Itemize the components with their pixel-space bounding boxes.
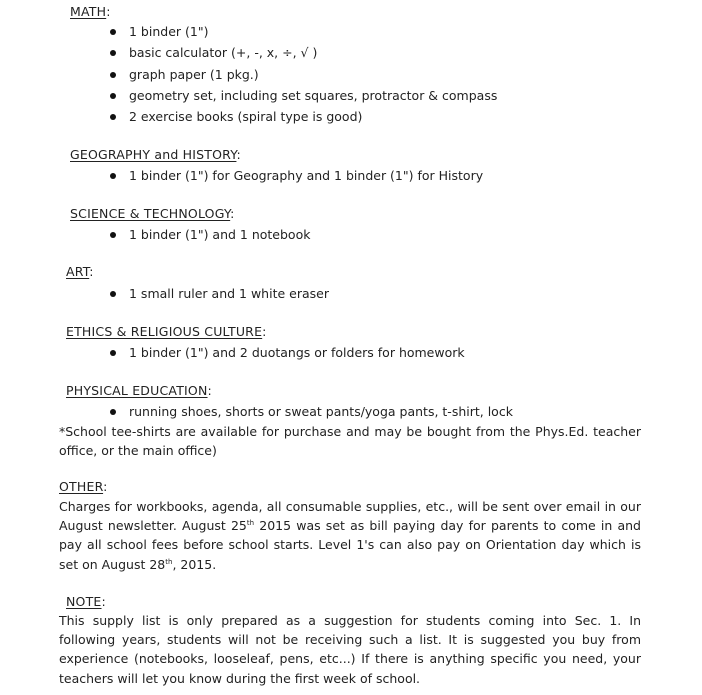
note-heading: NOTE: bbox=[66, 594, 106, 609]
note-line: office, or the main office) bbox=[59, 443, 217, 459]
other-paragraph bbox=[59, 497, 641, 574]
other-heading: OTHER: bbox=[59, 479, 108, 494]
list-item: 1 binder (1") for Geography and 1 binder (1") for History bbox=[129, 168, 483, 183]
bullet-icon bbox=[110, 114, 116, 120]
paragraph-line: set on August 28th, 2015. bbox=[59, 556, 217, 572]
bullet-icon bbox=[110, 409, 116, 415]
note-line: *School tee-shirts are available for purchase and may be bought from the Phys.Ed. teacher bbox=[59, 424, 641, 439]
list-item: basic calculator (+, -, x, ÷, √ ) bbox=[129, 45, 317, 60]
science-technology-heading: SCIENCE & TECHNOLOGY: bbox=[70, 206, 235, 221]
bullet-icon bbox=[110, 72, 116, 78]
bullet-icon bbox=[110, 93, 116, 99]
list-item: running shoes, shorts or sweat pants/yoga pants, t-shirt, lock bbox=[129, 404, 513, 419]
bullet-icon bbox=[110, 29, 116, 35]
physical-education-heading: PHYSICAL EDUCATION: bbox=[66, 383, 212, 398]
paragraph-line: pay all school fees before school starts. Level 1's can also pay on Orientation day which is bbox=[59, 537, 641, 553]
paragraph-line: following years, students will not be receiving such a list. It is suggested you buy from bbox=[59, 632, 641, 648]
ethics-heading: ETHICS & RELIGIOUS CULTURE: bbox=[66, 324, 267, 339]
list-item: 1 small ruler and 1 white eraser bbox=[129, 286, 329, 301]
paragraph-line: Charges for workbooks, agenda, all consumable supplies, etc., will be sent over email in our bbox=[59, 499, 641, 514]
bullet-icon bbox=[110, 232, 116, 238]
list-item: 1 binder (1") and 1 notebook bbox=[129, 227, 310, 242]
paragraph-line: August newsletter. August 25th 2015 was set as bill paying day for parents to come in and bbox=[59, 518, 641, 534]
art-heading: ART: bbox=[66, 264, 94, 279]
bullet-icon bbox=[110, 50, 116, 56]
math-heading: MATH: bbox=[70, 4, 111, 19]
geography-history-heading: GEOGRAPHY and HISTORY: bbox=[70, 147, 241, 162]
paragraph-line: teachers will let you know during the first week of school. bbox=[59, 670, 421, 686]
bullet-icon bbox=[110, 173, 116, 179]
list-item: 1 binder (1") and 2 duotangs or folders for homework bbox=[129, 345, 465, 360]
list-item: geometry set, including set squares, protractor & compass bbox=[129, 88, 497, 103]
note-paragraph bbox=[59, 611, 641, 688]
list-item: 2 exercise books (spiral type is good) bbox=[129, 109, 362, 124]
bullet-icon bbox=[110, 350, 116, 356]
paragraph-line: This supply list is only prepared as a suggestion for students coming into Sec. 1. In bbox=[59, 613, 641, 628]
tee-shirt-note bbox=[59, 422, 641, 460]
paragraph-line: experience (notebooks, looseleaf, pens, etc...) If there is anything specific you need, your bbox=[59, 651, 641, 667]
list-item: 1 binder (1") bbox=[129, 24, 208, 39]
list-item: graph paper (1 pkg.) bbox=[129, 67, 259, 82]
bullet-icon bbox=[110, 291, 116, 297]
